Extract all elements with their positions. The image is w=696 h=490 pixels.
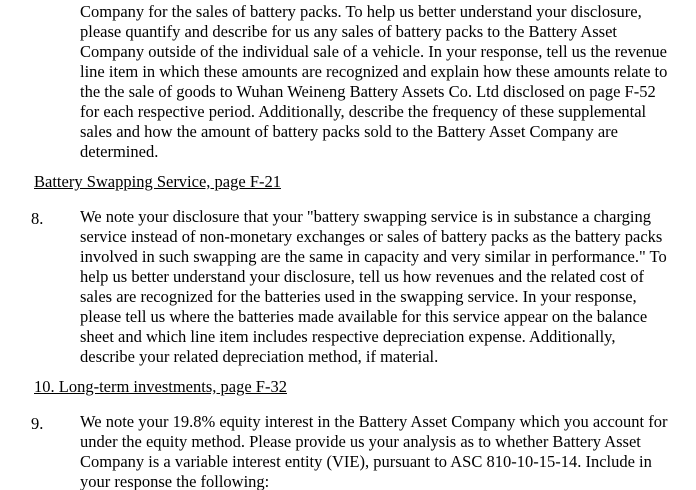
paragraph-line: for each respective period. Additionally, describe the frequency of these supplemental xyxy=(80,102,647,121)
paragraph-line: sales and how the amount of battery packs sold to the Battery Asset Company are xyxy=(80,122,618,141)
paragraph-line: We note your disclosure that your "battery swapping service is in substance a charging xyxy=(80,207,651,226)
paragraph-line: involved in such swapping are the same in capacity and very similar in performance." To xyxy=(80,247,667,266)
paragraph-line: the the sale of goods to Wuhan Weineng Battery Assets Co. Ltd disclosed on page F-52 xyxy=(80,82,656,101)
paragraph-line: sales are recognized for the batteries used in the swapping service. In your response, xyxy=(80,287,637,306)
item-number: 8. xyxy=(31,209,44,228)
paragraph-line: your response the following: xyxy=(80,472,270,490)
paragraph-line: please quantify and describe for us any sales of battery packs to the Battery Asset xyxy=(80,22,617,41)
paragraph-line: service instead of non-monetary exchanges or sales of battery packs as the battery packs xyxy=(80,227,663,246)
paragraph-line: line item in which these amounts are recognized and explain how these amounts relate to xyxy=(80,62,668,81)
paragraph-line: please tell us where the batteries made available for this service appear on the balance xyxy=(80,307,648,326)
paragraph-line: determined. xyxy=(80,142,159,161)
item-number: 9. xyxy=(31,414,44,433)
paragraph-line: We note your 19.8% equity interest in the Battery Asset Company which you account for xyxy=(80,412,668,431)
section-heading-battery-swapping: Battery Swapping Service, page F-21 xyxy=(34,172,281,191)
paragraph-line: sheet and which line item includes respective depreciation expense. Additionally, xyxy=(80,327,616,346)
paragraph-line: Company outside of the individual sale of a vehicle. In your response, tell us the revenue xyxy=(80,42,667,61)
section-heading-long-term-investments: 10. Long-term investments, page F-32 xyxy=(34,377,287,396)
paragraph-line: describe your related depreciation method, if material. xyxy=(80,347,439,366)
paragraph-line: under the equity method. Please provide us your analysis as to whether Battery Asset xyxy=(80,432,641,451)
paragraph-line: Company for the sales of battery packs. To help us better understand your disclosure, xyxy=(80,2,642,21)
paragraph-line: help us better understand your disclosure, tell us how revenues and the related cost of xyxy=(80,267,645,286)
paragraph-line: Company is a variable interest entity (VIE), pursuant to ASC 810-10-15-14. Include in xyxy=(80,452,652,471)
